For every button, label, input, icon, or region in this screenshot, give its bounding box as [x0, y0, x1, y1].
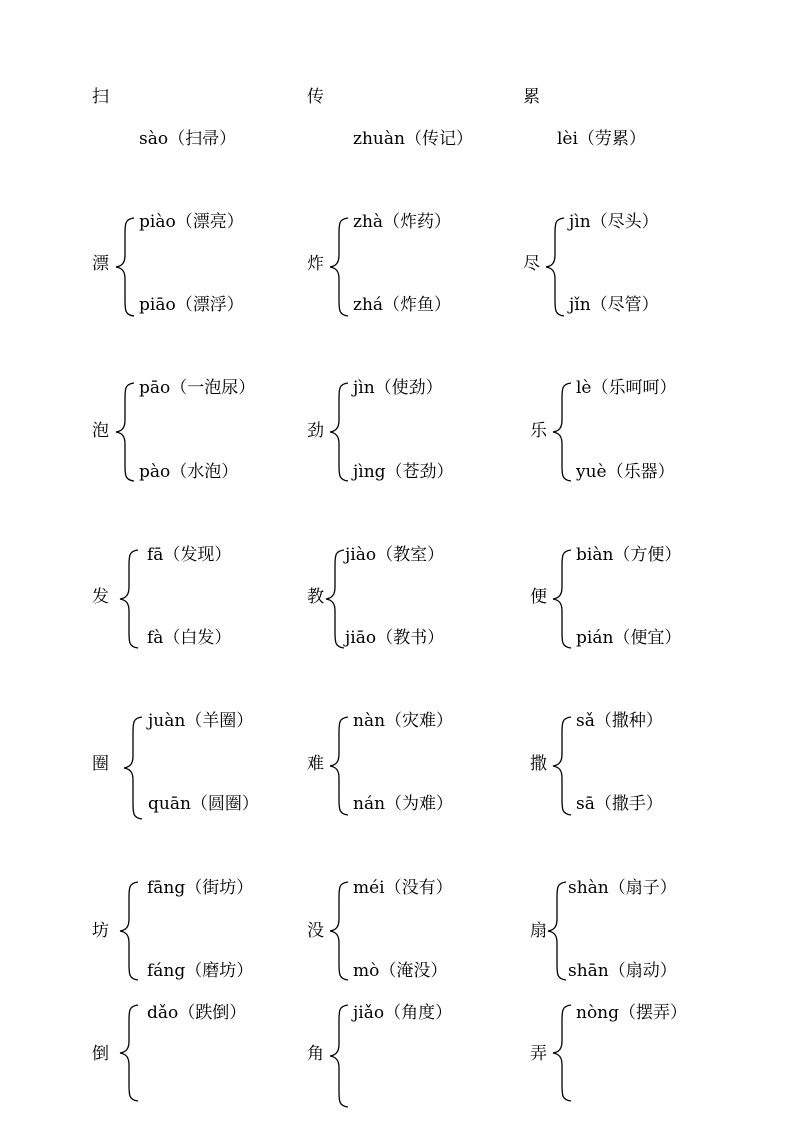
- brace-icon: [124, 717, 144, 819]
- entry-char: 没: [307, 921, 324, 941]
- reading-bottom: mò（淹没）: [353, 961, 448, 981]
- entry-char: 倒: [92, 1044, 109, 1064]
- reading-bottom: quān（圆圈）: [148, 794, 259, 814]
- reading-bottom: fà（白发）: [147, 628, 232, 648]
- header-reading-3: lèi（劳累）: [557, 129, 646, 149]
- brace-icon: [120, 882, 140, 980]
- entry-char: 炸: [307, 254, 324, 274]
- entry-char: 教: [307, 587, 324, 607]
- reading-bottom: jìng（苍劲）: [353, 462, 454, 482]
- entry-char: 难: [307, 754, 324, 774]
- reading-bottom: jǐn（尽管）: [569, 295, 659, 315]
- reading-bottom: zhá（炸鱼）: [353, 295, 452, 315]
- reading-bottom: yuè（乐器）: [576, 462, 675, 482]
- header-reading-1: sào（扫帚）: [139, 129, 237, 149]
- reading-top: juàn（羊圈）: [148, 711, 254, 731]
- brace-icon: [120, 1005, 140, 1101]
- reading-bottom: pián（便宜）: [576, 628, 682, 648]
- brace-icon: [116, 383, 136, 481]
- entry-char: 乐: [530, 421, 547, 441]
- brace-icon: [553, 383, 573, 481]
- reading-top: fāng（街坊）: [147, 878, 254, 898]
- reading-top: dǎo（跌倒）: [147, 1003, 247, 1023]
- brace-icon: [330, 717, 350, 815]
- reading-top: méi（没有）: [353, 878, 453, 898]
- entry-char: 尽: [523, 254, 540, 274]
- brace-icon: [330, 882, 350, 980]
- entry-char: 泡: [92, 421, 109, 441]
- entry-char: 发: [92, 587, 109, 607]
- entry-char: 漂: [92, 254, 109, 274]
- entry-char: 角: [307, 1044, 324, 1064]
- brace-icon: [330, 383, 350, 481]
- brace-icon: [553, 717, 573, 815]
- brace-icon: [326, 550, 346, 648]
- reading-bottom: sā（撒手）: [576, 794, 663, 814]
- reading-top: fā（发现）: [147, 545, 232, 565]
- header-char-3: 累: [523, 87, 540, 107]
- brace-icon: [330, 218, 350, 316]
- entry-char: 便: [530, 587, 547, 607]
- brace-icon: [120, 550, 140, 648]
- brace-icon: [553, 1005, 573, 1101]
- reading-bottom: jiāo（教书）: [345, 628, 445, 648]
- reading-top: sǎ（撒种）: [576, 711, 663, 731]
- entry-char: 圈: [92, 754, 109, 774]
- entry-char: 撒: [530, 754, 547, 774]
- entry-char: 弄: [530, 1044, 547, 1064]
- reading-top: shàn（扇子）: [568, 878, 677, 898]
- reading-top: pāo（一泡尿）: [139, 378, 256, 398]
- reading-bottom: fáng（磨坊）: [147, 961, 254, 981]
- brace-icon: [548, 882, 568, 980]
- header-char-1: 扫: [92, 87, 109, 107]
- entry-char: 劲: [307, 421, 324, 441]
- reading-top: jiǎo（角度）: [353, 1003, 453, 1023]
- header-char-2: 传: [307, 87, 324, 107]
- header-reading-2: zhuàn（传记）: [353, 129, 473, 149]
- reading-top: biàn（方便）: [576, 545, 682, 565]
- reading-top: jìn（使劲）: [353, 378, 443, 398]
- entry-char: 扇: [530, 921, 547, 941]
- reading-top: piào（漂亮）: [139, 212, 244, 232]
- brace-icon: [330, 1005, 350, 1107]
- reading-top: zhà（炸药）: [353, 212, 452, 232]
- reading-bottom: pào（水泡）: [139, 462, 239, 482]
- brace-icon: [546, 218, 566, 316]
- brace-icon: [116, 218, 136, 316]
- reading-bottom: shān（扇动）: [568, 961, 677, 981]
- reading-top: lè（乐呵呵）: [576, 378, 677, 398]
- reading-bottom: piāo（漂浮）: [139, 295, 244, 315]
- reading-top: nòng（摆弄）: [576, 1003, 688, 1023]
- entry-char: 坊: [92, 921, 109, 941]
- reading-top: jìn（尽头）: [569, 212, 659, 232]
- reading-bottom: nán（为难）: [353, 794, 454, 814]
- brace-icon: [553, 550, 573, 648]
- reading-top: jiào（教室）: [345, 545, 445, 565]
- reading-top: nàn（灾难）: [353, 711, 454, 731]
